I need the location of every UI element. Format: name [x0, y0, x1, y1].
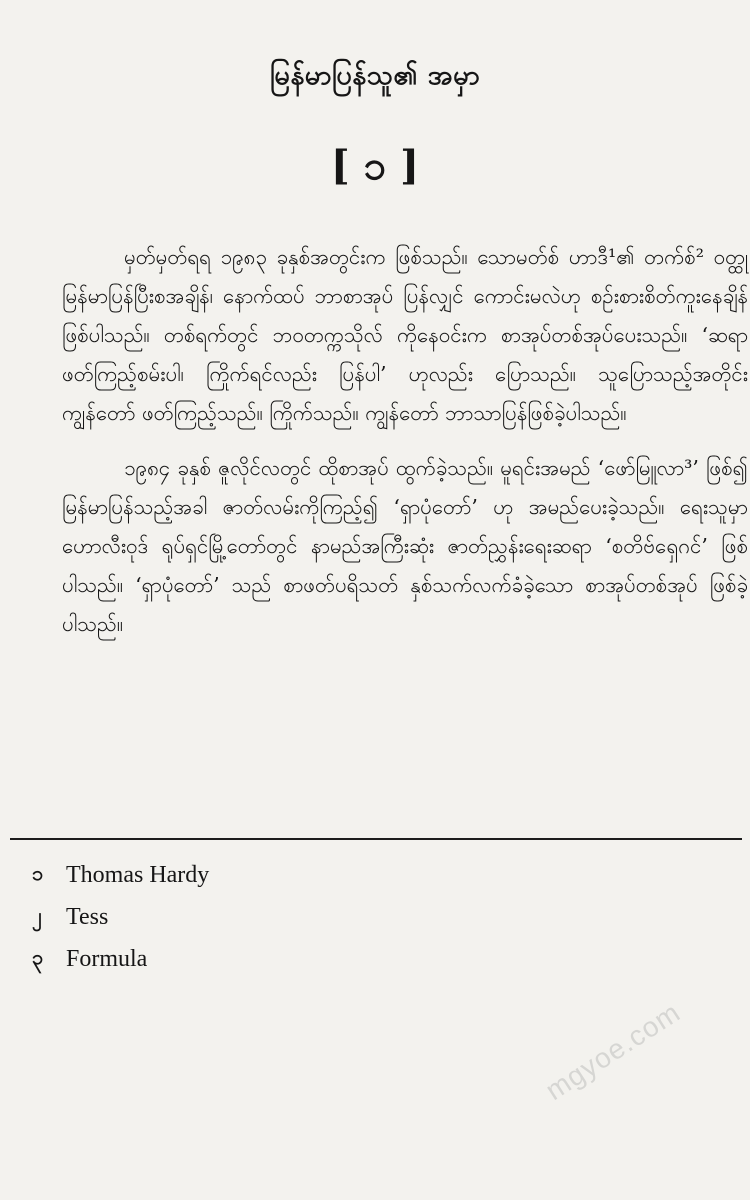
- section-number: [ ၁ ]: [330, 142, 420, 189]
- watermark: mgyoe.com: [540, 996, 686, 1106]
- footnote-text: Thomas Hardy: [66, 861, 210, 888]
- footnotes: [32, 854, 532, 980]
- footnote-item: [32, 938, 532, 980]
- body-text: [62, 238, 748, 660]
- footnote-text: Formula: [66, 945, 148, 972]
- footnote-text: Tess: [66, 903, 109, 930]
- paragraph: ၁၉၈၄ ခုနှစ် ဇူလိုင်လတွင် ထိုစာအုပ် ထွက်ခဲ့သည်။ မူရင်းအမည် ‘ဖော်မြူလာ³’ ဖြစ်၍ မြန်မာပြန်သည့်အခါ ဇာတ်လမ်းကိုကြည့်၍ ‘ရှာပုံတော်’ ဟု အမည်ပေးခဲ့သည်။ ရေးသူမှာ ဟောလီးဝုဒ် ရုပ်ရှင်မြို့တော်တွင် နာမည်အကြီးဆုံး ဇာတ်ညွှန်းရေးဆရာ ‘စတိဗ်ရှေဂင်’ ဖြစ်ပါသည်။ ‘ရှာပုံတော်’ သည် စာဖတ်ပရိသတ် နှစ်သက်လက်ခံခဲ့သော စာအုပ်တစ်အုပ် ဖြစ်ခဲ့ပါသည်။: [62, 456, 748, 636]
- footnote-divider: [10, 838, 742, 840]
- footnote-number: ၂: [32, 903, 42, 927]
- footnote-number: ၃: [32, 945, 44, 969]
- chapter-title: မြန်မာပြန်သူ၏ အမှာ: [269, 60, 481, 91]
- footnote-number: ၁: [32, 861, 44, 885]
- footnote-item: [32, 896, 532, 938]
- footnote-item: [32, 854, 532, 896]
- paragraph: မှတ်မှတ်ရရ ၁၉၈၃ ခုနှစ်အတွင်းက ဖြစ်သည်။ သောမတ်စ် ဟာဒီ¹၏ တက်စ်² ဝတ္ထု မြန်မာပြန်ပြီးစအချိန်၊ နောက်ထပ် ဘာစာအုပ် ပြန်လျှင် ကောင်းမလဲဟု စဉ်းစားစိတ်ကူးနေချိန် ဖြစ်ပါသည်။ တစ်ရက်တွင် ဘဝတက္ကသိုလ် ကိုနေဝင်းက စာအုပ်တစ်အုပ်ပေးသည်။ ‘ဆရာ ဖတ်ကြည့်စမ်းပါ၊ ကြိုက်ရင်လည်း ပြန်ပါ’ ဟုလည်း ပြောသည်။ သူပြောသည့်အတိုင်း ကျွန်တော် ဖတ်ကြည့်သည်။ ကြိုက်သည်။ ကျွန်တော် ဘာသာပြန်ဖြစ်ခဲ့ပါသည်။: [62, 245, 748, 425]
